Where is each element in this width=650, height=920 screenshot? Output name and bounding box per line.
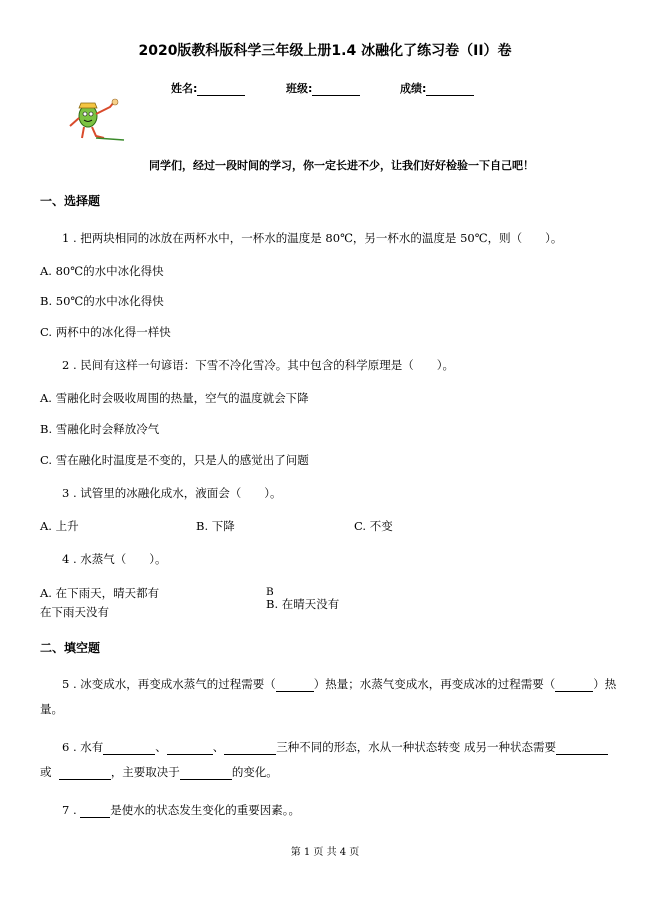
question-3-option-a: A. 上升 (40, 519, 79, 533)
question-1-option-b: B. 50℃的水中冰化得快 (40, 294, 164, 308)
question-6-blank-4 (556, 742, 608, 755)
question-6-line-2 (40, 764, 278, 780)
class-blank (312, 83, 360, 96)
page-title: 2020版教科版科学三年级上册1.4 冰融化了练习卷（II）卷 (138, 43, 512, 59)
question-6-text-a: 6 . 水有 (62, 740, 104, 754)
question-4-stem: 4 . 水蒸气（ ）。 (62, 552, 167, 566)
question-5-blank-2 (555, 679, 593, 692)
question-5-text-b: ）热量；水蒸气变成水，再变成冰的过程需要（ (313, 677, 556, 691)
question-6-sep-2: 、 (212, 740, 225, 754)
question-3-option-b: B. 下降 (196, 519, 235, 533)
section-heading-fill: 二、填空题 (40, 641, 101, 655)
question-1-stem: 1 . 把两块相同的冰放在两杯水中，一杯水的温度是 80℃，另一杯水的温度是 50℃，则（ ）。 (62, 231, 563, 245)
question-6-blank-3 (224, 742, 276, 755)
section-heading-choice: 一、选择题 (40, 194, 101, 208)
question-7-blank (80, 805, 110, 818)
question-7-text: 是使水的状态发生变化的重要因素。。 (110, 803, 301, 817)
page-footer: 第 1 页 共 4 页 (290, 847, 360, 858)
question-5-text-c: ）热 (593, 677, 617, 691)
question-4-option-b-letter: B (266, 586, 274, 598)
question-6-line-1 (62, 739, 608, 755)
question-5-line-2: 量。 (40, 702, 63, 716)
score-label: 成绩: (400, 82, 427, 95)
question-2-stem: 2 . 民间有这样一句谚语：下雪不冷化雪冷。其中包含的科学原理是（ ）。 (62, 358, 455, 372)
question-5-text-a: 5 . 冰变成水，再变成水蒸气的过程需要（ (62, 677, 276, 691)
question-2-option-b: B. 雪融化时会释放冷气 (40, 422, 160, 436)
question-6-blank-5 (59, 767, 111, 780)
question-6-text-b: 三种不同的形态，水从一种状态转变 成另一种状态需要 (276, 740, 556, 754)
question-6-text-d: ，主要取决于 (110, 765, 180, 779)
question-4-option-a: A. 在下雨天，晴天都有 (40, 586, 160, 600)
question-5-blank-1 (276, 679, 314, 692)
question-2-option-a: A. 雪融化时会吸收周围的热量，空气的温度就会下降 (40, 391, 309, 405)
question-6-blank-2 (167, 742, 213, 755)
class-label: 班级: (286, 82, 313, 95)
name-label: 姓名: (171, 82, 198, 95)
name-blank (197, 83, 245, 96)
question-1-option-c: C. 两杯中的冰化得一样快 (40, 325, 171, 339)
class-field (286, 80, 360, 96)
question-3-stem: 3 . 试管里的冰融化成水，液面会（ ）。 (62, 486, 282, 500)
question-5-line-1 (62, 676, 616, 692)
question-4-option-b: B. 在晴天没有 (266, 597, 340, 611)
question-6-blank-1 (103, 742, 155, 755)
score-blank (426, 83, 474, 96)
question-3-option-c: C. 不变 (354, 519, 393, 533)
greeting-text: 同学们，经过一段时间的学习，你一定长进不少，让我们好好检验一下自己吧！ (149, 159, 534, 172)
question-6-text-e: 的变化。 (231, 765, 278, 779)
name-field (171, 80, 245, 96)
question-2-option-c: C. 雪在融化时温度是不变的，只是人的感觉出了问题 (40, 453, 309, 467)
question-7-number: 7 . (62, 803, 77, 817)
question-6-text-c: 或 (40, 765, 52, 779)
question-1-option-a: A. 80℃的水中冰化得快 (40, 264, 164, 278)
pencil-mascot-icon (66, 98, 128, 142)
question-6-blank-6 (180, 767, 232, 780)
score-field (400, 80, 474, 96)
question-6-sep-1: 、 (155, 740, 167, 754)
question-4-option-a-continued: 在下雨天没有 (40, 605, 109, 619)
question-7-line (62, 802, 300, 818)
